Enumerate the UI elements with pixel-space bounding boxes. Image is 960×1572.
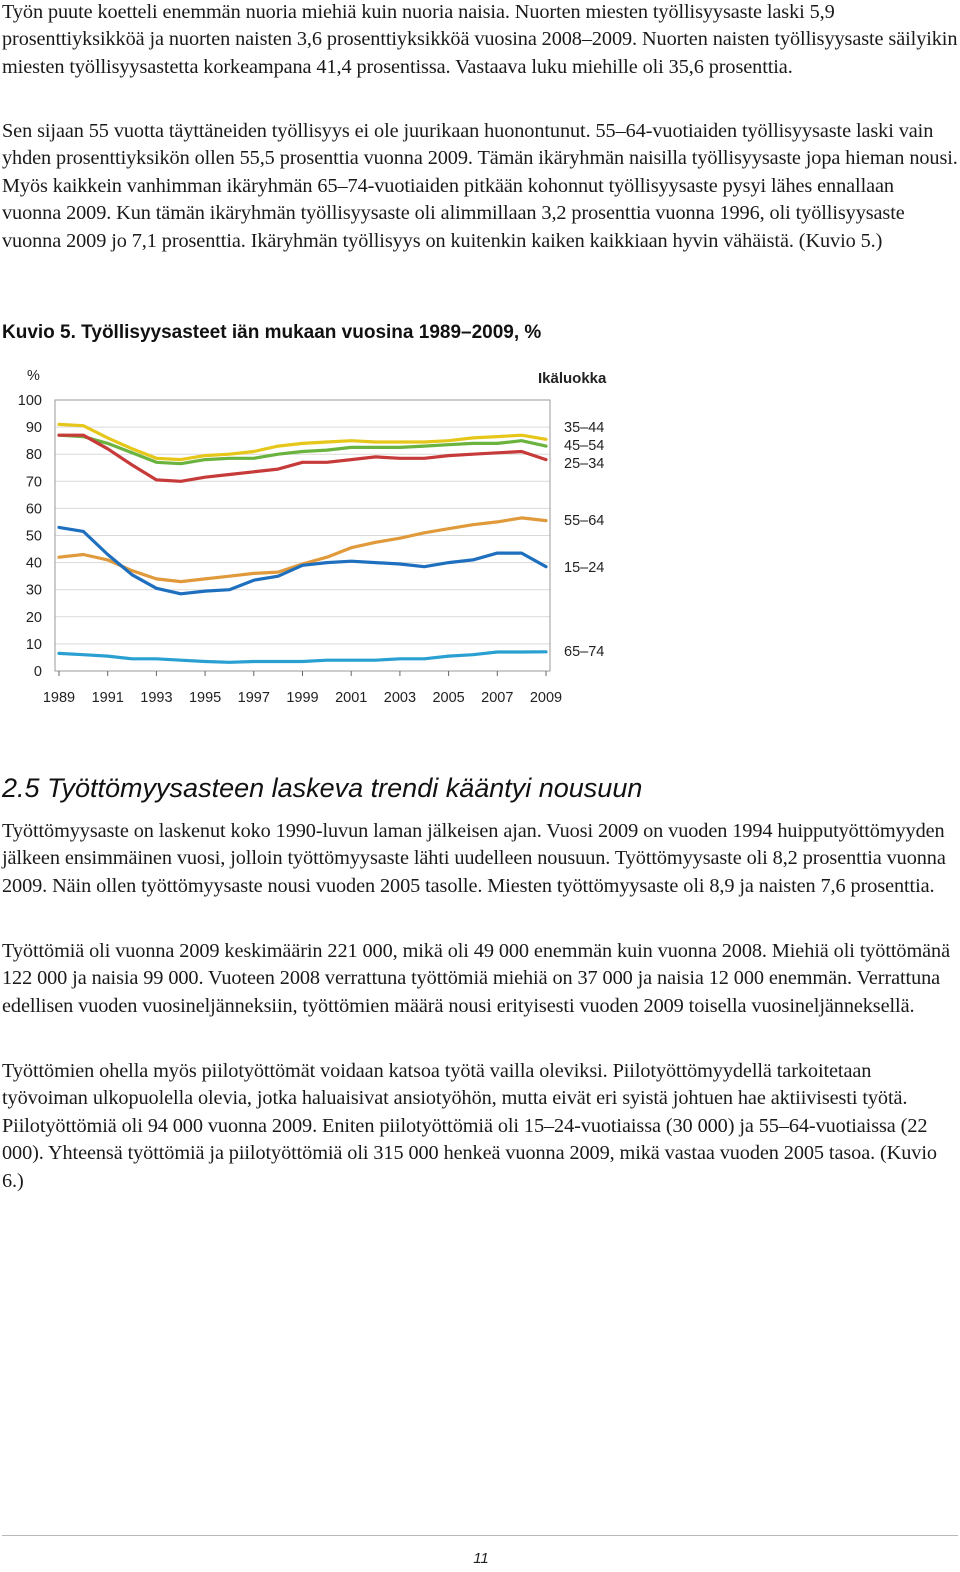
legend-label-45–54: 45–54 <box>564 438 605 454</box>
chart-gridlines <box>55 400 550 671</box>
series-line-15–24 <box>59 527 546 593</box>
x-tick-label: 2007 <box>481 690 514 706</box>
paragraph-youth-employment: Työn puute koetteli enemmän nuoria miehiä kuin nuoria naisia. Nuorten miesten työllisyysaste laski 5,9 prosenttiyksikköä ja nuorten naisten 3,6 prosenttiyksikköä vuosina 2008–2009. Nuorten naisten työllisyysaste säilyikin miesten työllisyysastetta korkeampana 41,4 prosentissa. Vastaava luku miehille oli 35,6 prosenttia. <box>2 1 958 78</box>
legend-label-35–44: 35–44 <box>564 420 605 436</box>
y-axis-unit-label: % <box>27 368 40 384</box>
paragraph-older-workers: Sen sijaan 55 vuotta täyttäneiden työllisyys ei ole juurikaan huonontunut. 55–64-vuotiaiden työllisyysaste laski vain yhden prosenttiyksikön ollen 55,5 prosenttia vuonna 2009. Tämän ikäryhmän naisilla työllisyysaste jopa hieman nousi. Myös kaikkein vanhimman ikäryhmän 65–74-vuotiaiden pitkään kohonnut työllisyysaste pysyi lähes ennallaan vuonna 2009. Kun tämän ikäryhmän työllisyysaste oli alimmillaan 3,2 prosenttia vuonna 1996, oli työllisyysaste vuonna 2009 jo 7,1 prosenttia. Ikäryhmän työllisyys on kuitenkin kaiken kaikkiaan hyvin vähäistä. (Kuvio 5.) <box>2 120 958 252</box>
series-line-65–74 <box>59 652 546 663</box>
y-tick-label: 80 <box>25 447 42 464</box>
legend-label-55–64: 55–64 <box>564 513 605 529</box>
x-tick-label: 1989 <box>42 690 76 706</box>
legend-label-15–24: 15–24 <box>564 560 605 576</box>
legend-label-25–34: 25–34 <box>564 456 605 472</box>
figure-caption: Kuvio 5. Työllisyysasteet iän mukaan vuosina 1989–2009, % <box>2 322 542 343</box>
y-tick-label: 60 <box>25 501 42 518</box>
x-tick-label: 2005 <box>432 690 465 706</box>
y-tick-label: 40 <box>25 555 42 572</box>
y-tick-label: 10 <box>25 636 42 653</box>
section-heading: 2.5 Työttömyysasteen laskeva trendi kääntyi nousuun <box>2 773 643 803</box>
paragraph-unemployment-rate: Työttömyysaste on laskenut koko 1990-luvun laman jälkeisen ajan. Vuosi 2009 on vuoden 1994 huipputyöttömyyden jälkeen ensimmäinen vuosi, jolloin työttömyysaste lähti uudelleen nousuun. Työttömyysaste oli 8,2 prosenttia vuonna 2009. Näin ollen työttömyysaste nousi vuoden 2005 tasolle. Miesten työttömyysaste oli 8,9 ja naisten 7,6 prosenttia. <box>2 820 946 897</box>
x-tick-label: 2003 <box>383 690 417 706</box>
x-tick-label: 1993 <box>140 690 173 706</box>
legend-label-65–74: 65–74 <box>564 644 605 660</box>
paragraph-hidden-unemployment: Työttömien ohella myös piilotyöttömät voidaan katsoa työtä vailla oleviksi. Piilotyöttömyydellä tarkoitetaan työvoiman ulkopuolella olevia, jotka haluaisivat ansiotyöhön, mutta eivät eri syistä johtuen hae aktiivisesti työtä. Piilotyöttömiä oli 94 000 vuonna 2009. Eniten piilotyöttömiä oli 15–24-vuotiaissa (30 000) ja 55–64-vuotiaissa (22 000). Yhteensä työttömiä ja piilotyöttömiä oli 315 000 henkeä vuonna 2009, mikä vastaa vuoden 2005 tasoa. (Kuvio 6.) <box>2 1060 937 1192</box>
y-tick-label: 100 <box>17 393 42 409</box>
chart-series <box>59 420 604 662</box>
y-tick-label: 70 <box>25 474 42 491</box>
employment-rate-chart <box>0 360 640 710</box>
legend-title: Ikäluokka <box>538 370 607 387</box>
series-line-55–64 <box>59 518 546 582</box>
x-tick-label: 1997 <box>237 690 270 706</box>
page-number: 11 <box>473 1550 489 1567</box>
x-tick-label: 2009 <box>529 690 563 706</box>
x-tick-label: 2001 <box>335 690 368 706</box>
x-tick-label: 1991 <box>91 690 124 706</box>
paragraph-unemployed-count: Työttömiä oli vuonna 2009 keskimäärin 221 000, mikä oli 49 000 enemmän kuin vuonna 2008. Miehiä oli työttömänä 122 000 ja naisia 99 000. Vuoteen 2008 verrattuna työttömiä miehiä on 37 000 ja naisia 12 000 enemmän. Verrattuna edellisen vuoden vuosineljänneksiin, työttömien määrä nousi erityisesti vuoden 2009 toisella vuosineljänneksellä. <box>2 940 950 1017</box>
y-tick-label: 30 <box>25 582 42 599</box>
x-tick-label: 1999 <box>286 690 319 706</box>
y-tick-label: 90 <box>25 420 42 437</box>
chart-svg <box>0 360 640 710</box>
y-tick-label: 0 <box>33 664 42 680</box>
x-tick-label: 1995 <box>188 690 222 706</box>
y-tick-label: 50 <box>25 528 42 545</box>
y-tick-label: 20 <box>25 609 42 626</box>
footer-divider <box>2 1535 958 1536</box>
